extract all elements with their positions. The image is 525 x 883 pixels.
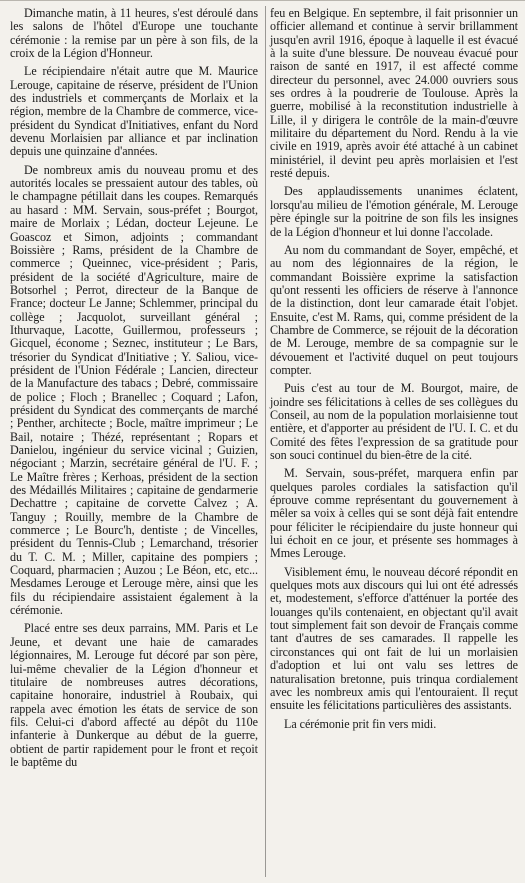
paragraph: Au nom du commandant de Soyer, empêché, et au nom des légionnaires de la région, le commandant Boissière exprime la satisfaction qu'ont ressenti les officiers de réserve à l'annonce de la distinction, dont leur camarade était l'objet. Ensuite, c'est M. Rams, qui, comme président de la Chambre de Commerce, se réjouit de la décoration de M. Lerouge, membre de sa compagnie sur le dévouement et l'activité duquel on peut toujours compter.	[270, 242, 518, 377]
closing-line: La cérémonie prit fin vers midi.	[284, 716, 437, 731]
top-rule	[0, 0, 525, 4]
paragraph: Puis c'est au tour de M. Bourgot, maire, de joindre ses félicitations à celles de ses collègues du Conseil, au nom de la population morlaisienne tout entière, et d'apporter au président de l'U. I. C. et du Comité des fêtes l'expression de sa gratitude pour son souci continuel du bien-être de la cité.	[270, 381, 518, 462]
left-column	[10, 7, 258, 883]
paragraph: Dimanche matin, à 11 heures, s'est déroulé dans les salons de l'hôtel d'Europe une touchante cérémonie : la remise par un père à son fils, de la croix de la Légion d'Honneur.	[10, 6, 258, 61]
paragraph: Des applaudissements unanimes éclatent, lorsqu'au milieu de l'émotion générale, M. Lerouge père épingle sur la poitrine de son fils les insignes de la Légion d'honneur et lui donne l'accolade.	[270, 184, 518, 239]
paragraph: feu en Belgique. En septembre, il fait prisonnier un officier allemand et continue à servir brillamment jusqu'en avril 1916, époque à laquelle il est évacué à la suite d'une blessure. De nouveau évacué pour raison de santé en 1917, il est affecté comme directeur du personnel, avec 24.000 ouvriers sous ses ordres à la poudrerie de Toulouse. Après la guerre, mobilisé à la reconstitution industrielle à Lille, il y dirigera le contrôle de la main-d'œuvre militaire du département du Nord. Rendu à la vie civile en 1919, après avoir été attaché à un cabinet ministériel, il devint peu après morlaisien et l'est resté depuis.	[270, 6, 518, 181]
right-column	[270, 7, 518, 883]
paragraph: Placé entre ses deux parrains, MM. Paris et Le Jeune, et devant une haie de camarades légionnaires, M. Lerouge fut décoré par son père, lui-même chevalier de la Légion d'honneur et titulaire de nombreuses autres décorations, capitaine honoraire, industriel à Roubaix, qui rappela avec émotion les états de service de son fils. Celui-ci d'abord affecté au dépôt du 110e infanterie à Dunkerque au début de la guerre, obtient de partir rapidement pour le front et reçoit le baptême du	[10, 621, 258, 769]
column-divider	[265, 6, 266, 877]
paragraph: De nombreux amis du nouveau promu et des autorités locales se pressaient autour des tables, où le champagne pétillait dans les coupes. Remarqués au hasard : MM. Servain, sous-préfet ; Bourgot, maire de Morlaix ; Lédan, docteur Lejeune. Le Goascoz et Simon, adjoints ; commandant Boissière ; Rams, président de la Chambre de commerce ; Queinnec, vice-président ; Paris, président de la société d'Agriculture, maire de Botsorhel ; Perrot, directeur de la Banque de France; docteur Le Janne; Schlemmer, principal du collège ; Jacquolot, surveillant général ; Ithurvaque, Lacotte, Guillermou, professeurs ; Gicquel, économe ; Seznec, instituteur ; Le Bars, trésorier du Syndicat d'Initiative ; Y. Saliou, vice-président de l'Union Fédérale ; Lancien, directeur de la Manufacture des tabacs ; Debré, commissaire de police ; Floch ; Branellec ; Coquard ; Lafon, président du Syndicat des commerçants de marché ; Penther, architecte ; Bocle, maître imprimeur ; Le Bail, notaire ; Thézé, représentant ; Ropars et Danielou, ingénieur du service vicinal ; Guizien, négociant ; Marzin, secrétaire général de l'U. F. ; Le Maître frères ; Kerhoas, président de la section des Médaillés Militaires ; capitaine de gendarmerie Dechattre ; capitaine de corvette Calvez ; A. Tanguy ; Rouilly, membre de la Chambre de commerce ; Le Bourc'h, dentiste ; de Vincelles, président du Tennis-Club ; Lemarchand, trésorier du T. C. M. ; Miller, capitaine des pompiers ; Coquard, pharmacien ; Auzou ; Le Béon, etc, etc... Mesdames Lerouge et Lerouge mère, ainsi que les fils du récipiendaire assistaient également à la cérémonie.	[10, 162, 258, 618]
paragraph: Le récipiendaire n'était autre que M. Maurice Lerouge, capitaine de réserve, président de l'Union des industriels et commerçants de Morlaix et la région, membre de la Chambre de commerce, vice-président du Syndicat d'Initiatives, enfant du Nord devenu Morlaisien par alliance et par inclination depuis une quinzaine d'années.	[10, 64, 258, 159]
paragraph: M. Servain, sous-préfet, marquera enfin par quelques paroles cordiales la satisfaction qu'il éprouve comme représentant du gouvernement à mêler sa voix à celles qui se sont déjà fait entendre pour féliciter le récipiendaire du juste honneur qui lui échoit en ce jour, et présente ses hommages à Mmes Lerouge.	[270, 466, 518, 561]
paragraph: Visiblement ému, le nouveau décoré répondit en quelques mots aux discours qui lui ont été adressés et, modestement, s'efforce d'atténuer la portée des louanges qu'ils contenaient, en objectant qu'il avait tout simplement fait son devoir de Français comme tant d'autres de ses camarades. Il rappelle les circonstances qui ont fait de lui un morlaisien d'adoption et lui ont valu ses lettres de naturalisation bretonne, puis trinqua cordialement avec les nombreux amis qui l'entouraient. Il reçut ensuite les félicitations particulières des assistants.	[270, 564, 518, 713]
